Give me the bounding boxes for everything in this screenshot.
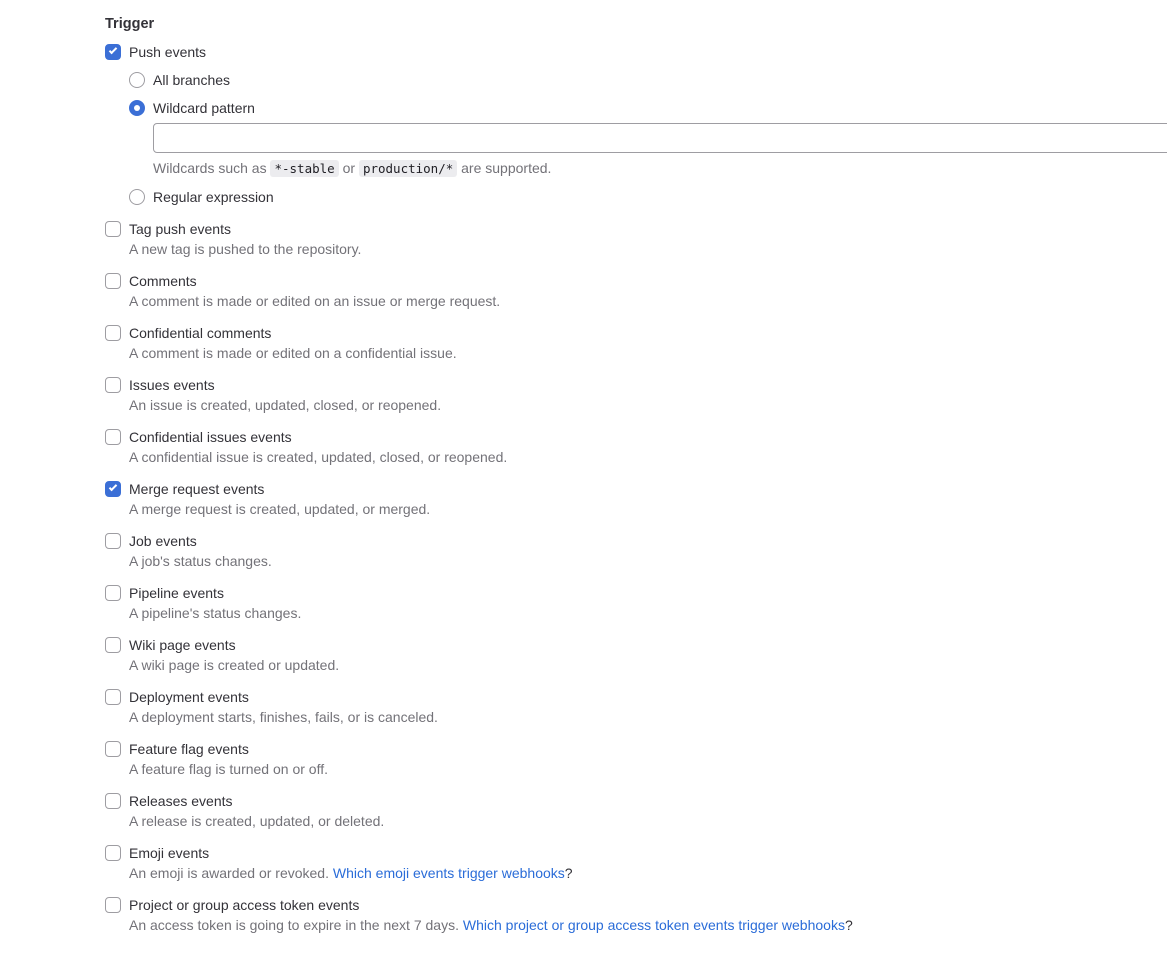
- event-row: [105, 375, 1167, 415]
- event-checkbox[interactable]: [105, 897, 121, 913]
- radio-dot-icon: [134, 105, 140, 111]
- event-description: [129, 655, 339, 675]
- event-label[interactable]: Merge request events: [129, 481, 265, 497]
- event-description: [129, 915, 853, 935]
- event-row: [105, 531, 1167, 571]
- event-checkbox[interactable]: [105, 533, 121, 549]
- event-texts: [129, 375, 441, 415]
- event-label[interactable]: Comments: [129, 273, 197, 289]
- code-example-production: production/*: [359, 160, 457, 177]
- wildcard-help-text: [153, 158, 1167, 179]
- event-row: [105, 271, 1167, 311]
- event-texts: [129, 791, 384, 831]
- regular-expression-radio[interactable]: [129, 189, 145, 205]
- event-description: [129, 811, 384, 831]
- event-texts: [129, 427, 507, 467]
- regular-expression-label[interactable]: Regular expression: [153, 189, 274, 205]
- event-checkbox[interactable]: [105, 273, 121, 289]
- trigger-heading: Trigger: [105, 16, 155, 32]
- event-texts: [129, 479, 430, 519]
- event-checkbox[interactable]: [105, 221, 121, 237]
- event-description: [129, 447, 507, 467]
- event-description: [129, 343, 457, 363]
- event-description: [129, 395, 441, 415]
- event-description: [129, 707, 438, 727]
- event-description-text: An emoji is awarded or revoked.: [129, 865, 329, 881]
- event-description: [129, 603, 301, 623]
- wildcard-help-middle: or: [342, 160, 356, 176]
- event-label[interactable]: Project or group access token events: [129, 897, 360, 913]
- wildcard-help-prefix: Wildcards such as: [153, 160, 267, 176]
- branch-filter-group: [129, 70, 1167, 207]
- wildcard-input-wrap: [153, 123, 1167, 153]
- event-checkbox[interactable]: [105, 793, 121, 809]
- event-row: [105, 583, 1167, 623]
- wildcard-help-suffix: are supported.: [461, 160, 552, 176]
- event-texts: [129, 687, 438, 727]
- checkmark-icon: [109, 46, 117, 54]
- wildcard-pattern-row: [129, 98, 1167, 118]
- event-description-text: A job's status changes.: [129, 553, 272, 569]
- event-texts: [129, 739, 328, 779]
- event-description-text: A comment is made or edited on an issue or merge request.: [129, 293, 501, 309]
- event-label[interactable]: Releases events: [129, 793, 233, 809]
- event-label[interactable]: Feature flag events: [129, 741, 249, 757]
- event-description-text: A deployment starts, finishes, fails, or is canceled.: [129, 709, 438, 725]
- help-link[interactable]: Which emoji events trigger webhooks: [332, 865, 565, 881]
- event-description: [129, 551, 272, 571]
- regular-expression-row: [129, 187, 1167, 207]
- event-description-text: A merge request is created, updated, or merged.: [129, 501, 431, 517]
- push-events-label[interactable]: Push events: [129, 44, 207, 60]
- event-description-text: A release is created, updated, or deleted.: [129, 813, 385, 829]
- event-checkbox[interactable]: [105, 741, 121, 757]
- event-checkbox[interactable]: [105, 637, 121, 653]
- event-row: [105, 219, 1167, 259]
- event-description-text: A comment is made or edited on a confidential issue.: [129, 345, 457, 361]
- event-description-text: A confidential issue is created, updated, closed, or reopened.: [129, 449, 508, 465]
- event-label[interactable]: Wiki page events: [129, 637, 236, 653]
- help-link[interactable]: Which project or group access token events trigger webhooks: [462, 917, 845, 933]
- event-label[interactable]: Confidential issues events: [129, 429, 292, 445]
- event-checkbox[interactable]: [105, 845, 121, 861]
- event-row: [105, 843, 1167, 883]
- event-description-text: A feature flag is turned on or off.: [129, 761, 328, 777]
- event-description-text: A wiki page is created or updated.: [129, 657, 340, 673]
- help-link-suffix: ?: [564, 865, 573, 881]
- event-description: [129, 499, 430, 519]
- event-checkbox[interactable]: [105, 689, 121, 705]
- event-texts: [129, 583, 301, 623]
- event-description: [129, 759, 328, 779]
- wildcard-pattern-input[interactable]: [153, 123, 1167, 153]
- event-description-text: A pipeline's status changes.: [129, 605, 302, 621]
- event-texts: [129, 843, 573, 883]
- event-checkbox[interactable]: [105, 585, 121, 601]
- event-row: [105, 427, 1167, 467]
- event-description-text: An issue is created, updated, closed, or reopened.: [129, 397, 442, 413]
- help-link-suffix: ?: [844, 917, 853, 933]
- event-texts: [129, 271, 500, 311]
- event-row: [105, 895, 1167, 935]
- event-label[interactable]: Tag push events: [129, 221, 231, 237]
- event-list: [105, 219, 1167, 935]
- event-checkbox[interactable]: [105, 377, 121, 393]
- event-row: [105, 791, 1167, 831]
- wildcard-pattern-radio[interactable]: [129, 100, 145, 116]
- event-texts: [129, 323, 457, 363]
- event-row: [105, 323, 1167, 363]
- event-label[interactable]: Issues events: [129, 377, 215, 393]
- wildcard-pattern-label[interactable]: Wildcard pattern: [153, 100, 255, 116]
- event-label[interactable]: Job events: [129, 533, 197, 549]
- event-label[interactable]: Pipeline events: [129, 585, 224, 601]
- event-checkbox[interactable]: [105, 481, 121, 497]
- all-branches-row: [129, 70, 1167, 90]
- event-description-text: An access token is going to expire in the next 7 days.: [129, 917, 459, 933]
- event-row: [105, 635, 1167, 675]
- event-texts: [129, 635, 339, 675]
- all-branches-radio[interactable]: [129, 72, 145, 88]
- event-description: [129, 863, 573, 883]
- event-description: [129, 239, 361, 259]
- push-events-checkbox[interactable]: [105, 44, 121, 60]
- push-events-row: [105, 42, 1167, 62]
- event-label[interactable]: Confidential comments: [129, 325, 272, 341]
- event-checkbox[interactable]: [105, 429, 121, 445]
- event-label[interactable]: Emoji events: [129, 845, 210, 861]
- checkmark-icon: [109, 483, 117, 491]
- event-texts: [129, 219, 361, 259]
- event-description: [129, 291, 500, 311]
- event-texts: [129, 895, 853, 935]
- all-branches-label[interactable]: All branches: [153, 72, 231, 88]
- event-row: [105, 739, 1167, 779]
- event-texts: [129, 531, 272, 571]
- event-row: [105, 479, 1167, 519]
- event-description-text: A new tag is pushed to the repository.: [129, 241, 362, 257]
- event-label[interactable]: Deployment events: [129, 689, 249, 705]
- event-checkbox[interactable]: [105, 325, 121, 341]
- event-row: [105, 687, 1167, 727]
- code-example-stable: *-stable: [270, 160, 338, 177]
